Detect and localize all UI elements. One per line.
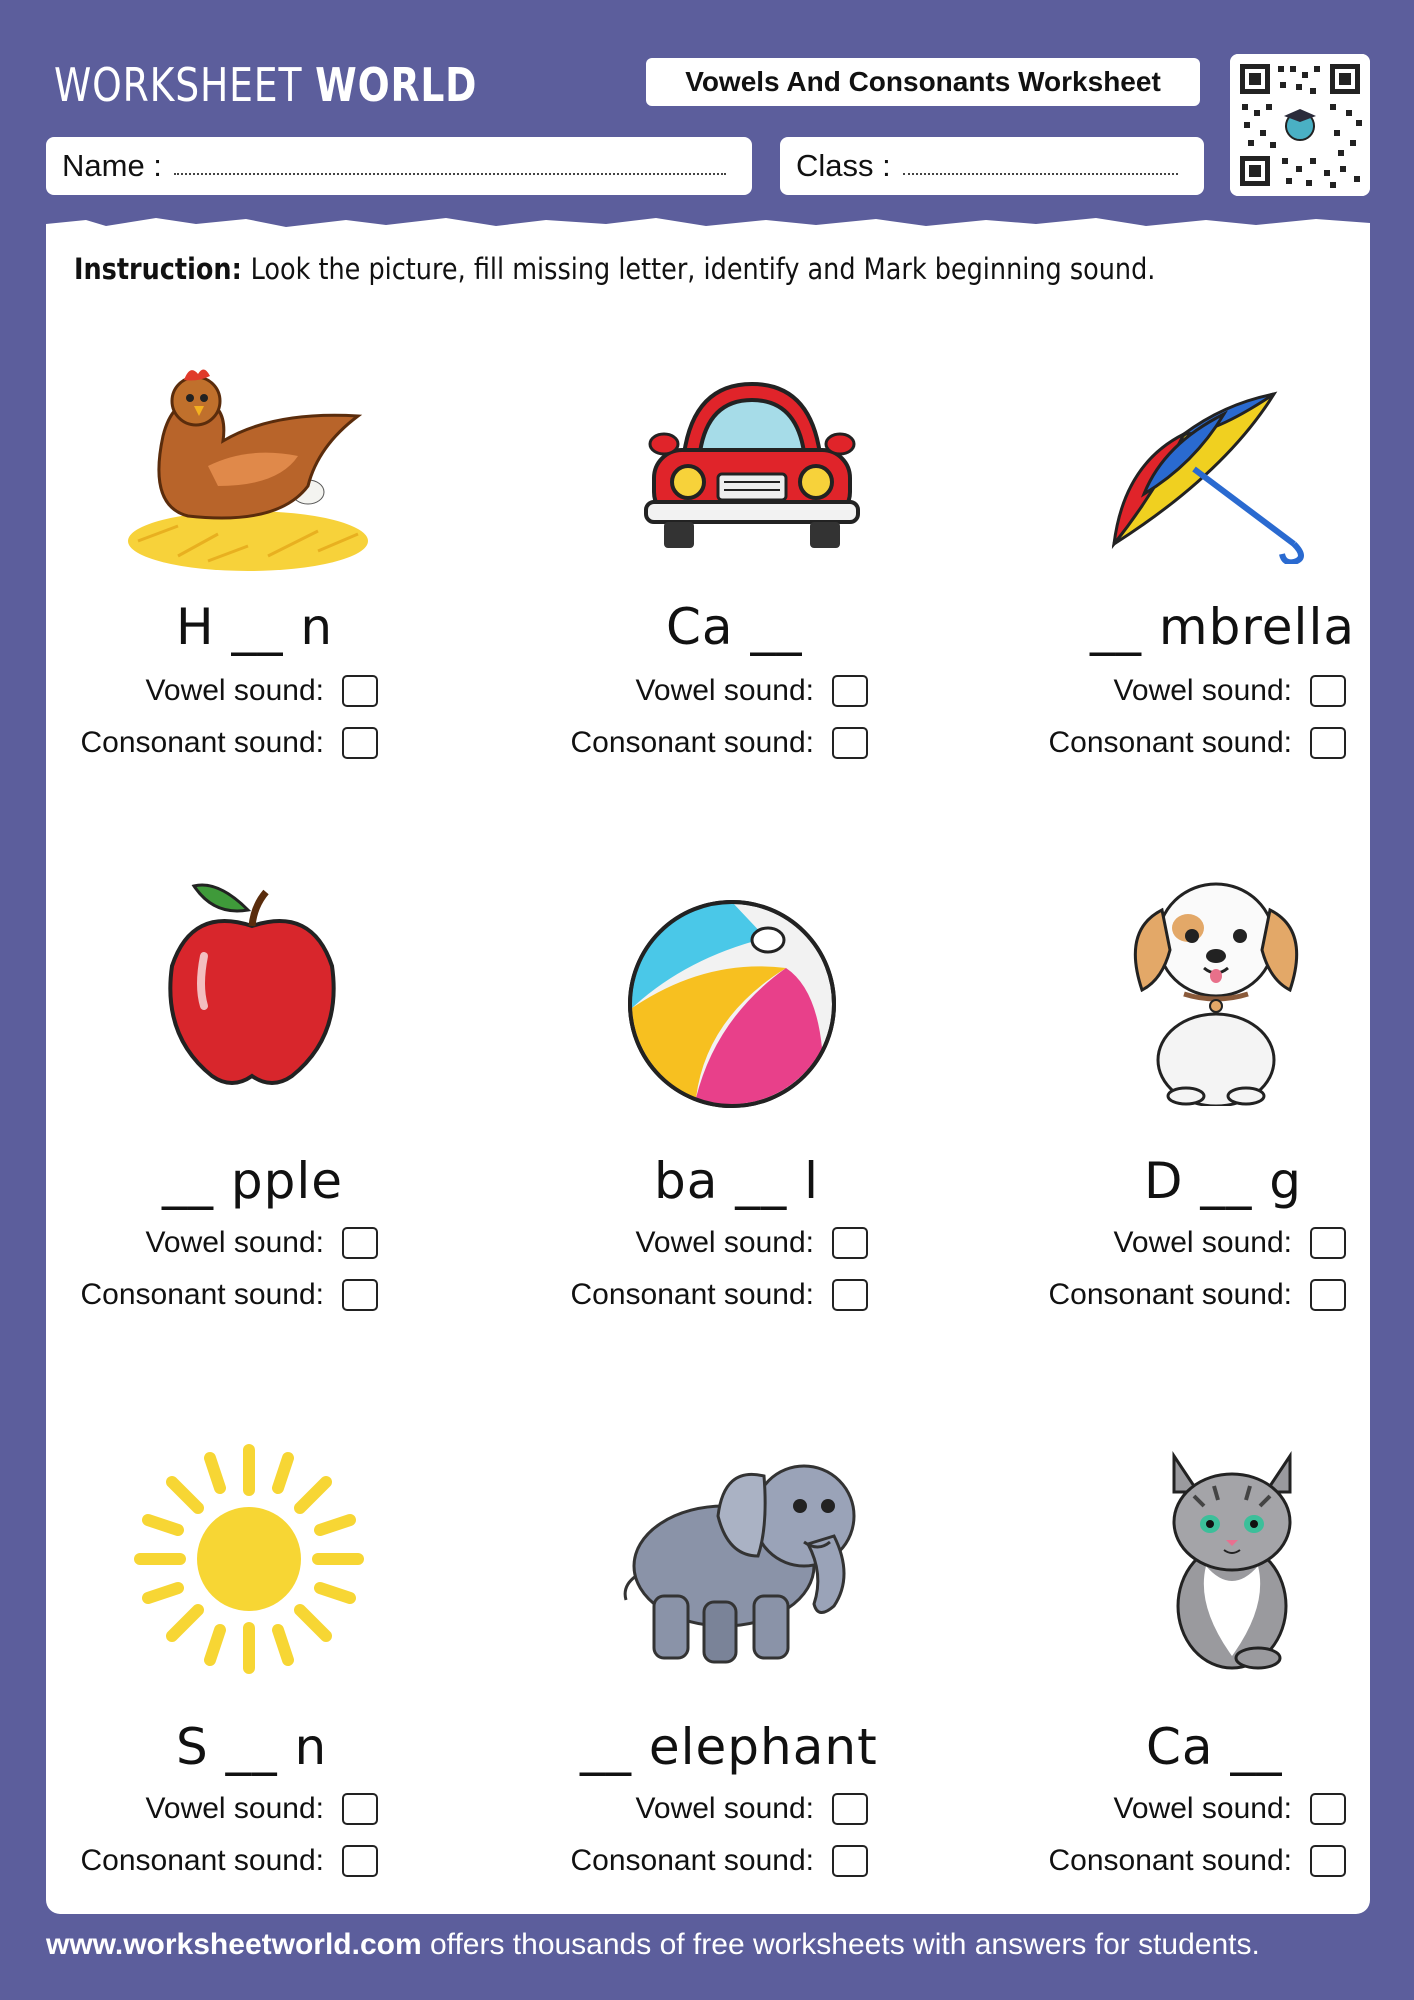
consonant-option-8: Consonant sound: xyxy=(570,1844,868,1878)
consonant-checkbox[interactable] xyxy=(342,1845,378,1877)
logo-text: WORKSHEET WORLD xyxy=(54,58,478,112)
torn-edge xyxy=(46,214,1370,238)
vowel-checkbox[interactable] xyxy=(832,1793,868,1825)
vowel-checkbox[interactable] xyxy=(1310,1227,1346,1259)
consonant-option-2: Consonant sound: xyxy=(570,726,868,760)
word-ball[interactable]: ba __ l xyxy=(654,1152,820,1210)
consonant-checkbox[interactable] xyxy=(1310,1279,1346,1311)
class-label: Class : xyxy=(796,148,891,183)
word-car[interactable]: Ca __ xyxy=(666,598,803,656)
vowel-option-3: Vowel sound: xyxy=(1114,674,1346,708)
vowel-checkbox[interactable] xyxy=(1310,1793,1346,1825)
word-cat[interactable]: Ca __ xyxy=(1146,1718,1283,1776)
consonant-option-6: Consonant sound: xyxy=(1048,1278,1346,1312)
vowel-option-2: Vowel sound: xyxy=(636,674,868,708)
consonant-option-7: Consonant sound: xyxy=(80,1844,378,1878)
consonant-option-1: Consonant sound: xyxy=(80,726,378,760)
consonant-checkbox[interactable] xyxy=(832,1845,868,1877)
word-dog[interactable]: D __ g xyxy=(1144,1152,1303,1210)
consonant-checkbox[interactable] xyxy=(832,727,868,759)
vowel-checkbox[interactable] xyxy=(1310,675,1346,707)
ball-icon xyxy=(626,898,838,1110)
word-umbrella[interactable]: __ mbrella xyxy=(1090,598,1355,656)
worksheet-title: Vowels And Consonants Worksheet xyxy=(646,58,1200,106)
consonant-option-4: Consonant sound: xyxy=(80,1278,378,1312)
umbrella-icon xyxy=(1104,374,1314,564)
qr-code-icon[interactable] xyxy=(1230,54,1370,196)
footer-link[interactable]: www.worksheetworld.com xyxy=(46,1928,422,1961)
hen-icon xyxy=(118,356,378,576)
logo xyxy=(46,40,486,130)
consonant-option-5: Consonant sound: xyxy=(570,1278,868,1312)
car-icon xyxy=(644,374,860,554)
vowel-option-7: Vowel sound: xyxy=(146,1792,378,1826)
vowel-checkbox[interactable] xyxy=(832,675,868,707)
class-field[interactable] xyxy=(780,137,1204,195)
vowel-option-5: Vowel sound: xyxy=(636,1226,868,1260)
vowel-option-6: Vowel sound: xyxy=(1114,1226,1346,1260)
sun-icon xyxy=(134,1444,364,1674)
vowel-option-1: Vowel sound: xyxy=(146,674,378,708)
consonant-option-9: Consonant sound: xyxy=(1048,1844,1346,1878)
consonant-checkbox[interactable] xyxy=(1310,727,1346,759)
elephant-icon xyxy=(614,1446,870,1672)
footer: www.worksheetworld.com offers thousands of free worksheets with answers for students. xyxy=(46,1928,1260,1961)
consonant-checkbox[interactable] xyxy=(1310,1845,1346,1877)
vowel-checkbox[interactable] xyxy=(342,1227,378,1259)
dog-icon xyxy=(1126,860,1306,1106)
vowel-option-9: Vowel sound: xyxy=(1114,1792,1346,1826)
name-field[interactable] xyxy=(46,137,752,195)
name-label: Name : xyxy=(62,148,162,183)
vowel-checkbox[interactable] xyxy=(832,1227,868,1259)
consonant-checkbox[interactable] xyxy=(832,1279,868,1311)
consonant-checkbox[interactable] xyxy=(342,727,378,759)
consonant-checkbox[interactable] xyxy=(342,1279,378,1311)
consonant-option-3: Consonant sound: xyxy=(1048,726,1346,760)
vowel-checkbox[interactable] xyxy=(342,675,378,707)
apple-icon xyxy=(164,876,340,1086)
vowel-option-8: Vowel sound: xyxy=(636,1792,868,1826)
word-hen[interactable]: H __ n xyxy=(176,598,334,656)
cat-icon xyxy=(1154,1446,1310,1674)
class-write-line[interactable] xyxy=(903,173,1178,175)
word-elephant[interactable]: __ elephant xyxy=(580,1718,878,1776)
name-write-line[interactable] xyxy=(174,173,726,175)
instruction: Instruction: Look the picture, fill missing letter, identify and Mark beginning sound. xyxy=(74,252,1156,286)
word-sun[interactable]: S __ n xyxy=(176,1718,328,1776)
vowel-checkbox[interactable] xyxy=(342,1793,378,1825)
vowel-option-4: Vowel sound: xyxy=(146,1226,378,1260)
word-apple[interactable]: __ pple xyxy=(162,1152,344,1210)
